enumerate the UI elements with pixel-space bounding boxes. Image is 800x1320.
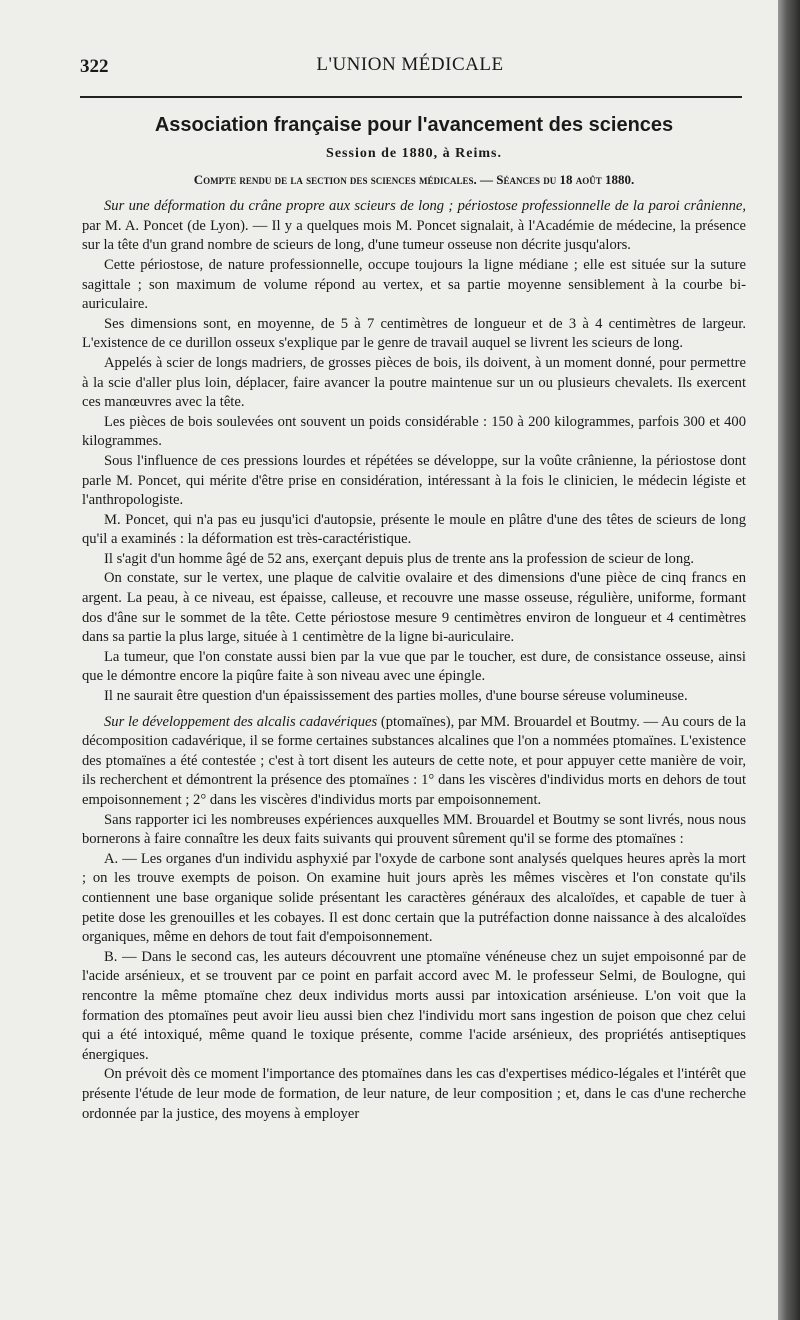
page-header	[80, 52, 740, 80]
body-paragraph: Il s'agit d'un homme âgé de 52 ans, exerçant depuis plus de trente ans la profession de scieur de long.	[104, 550, 695, 567]
running-title: L'UNION MÉDICALE	[316, 54, 504, 75]
topic1-intro: par M. A. Poncet (de Lyon). — Il y a quelques mois M. Poncet signalait, à l'Académie de médecine, la présence sur la tête d'un grand nombre de scieurs de long, d'une tumeur osseuse non décrite jusqu'alors.	[82, 217, 746, 254]
body-paragraph: La tumeur, que l'on constate aussi bien par la vue que par le toucher, est dure, de consistance osseuse, ainsi que le démontre encore la piqûre faite à son niveau avec une épingle.	[82, 648, 746, 685]
body-paragraph: Les pièces de bois soulevées ont souvent un poids considérable : 150 à 200 kilogrammes, parfois 300 et 400 kilogrammes.	[82, 413, 746, 450]
body-paragraph: Appelés à scier de longs madriers, de grosses pièces de bois, ils doivent, à un moment donné, pour permettre à la scie d'aller plus loin, déplacer, faire avancer la poutre maintenue sur un ou plusieurs chevalets. Ils exercent ces manœuvres avec la tête.	[82, 354, 746, 411]
body-paragraph: M. Poncet, qui n'a pas eu jusqu'ici d'autopsie, présente le moule en plâtre d'une des têtes de scieurs de long qu'il a examinés : la déformation est très-caractéristique.	[82, 511, 746, 548]
topic1-title: Sur une déformation du crâne propre aux scieurs de long ; périostose professionnelle de la paroi crânienne,	[104, 198, 746, 215]
article-headline: Association française pour l'avancement des sciences	[154, 114, 674, 136]
session-line: Session de 1880, à Reims.	[326, 146, 502, 161]
body-paragraph: Sous l'influence de ces pressions lourdes et répétées se développe, sur la voûte crânienne, la périostose dont parle M. Poncet, qui mérite d'être prise en considération, intéressant à la fois le clinicien, le médecin légiste et l'anthropologiste.	[82, 452, 746, 509]
body-paragraph: Ses dimensions sont, en moyenne, de 5 à 7 centimètres de longueur et de 3 à 4 centimètres de largeur. L'existence de ce durillon osseux s'explique par le genre de travail auquel se livrent les scieurs de long.	[82, 315, 746, 352]
body-paragraph: Cette périostose, de nature professionnelle, occupe toujours la ligne médiane ; elle est située sur la suture sagittale ; son maximum de volume répond au vertex, et sa partie moyenne sensiblement à la courbe bi-auriculaire.	[82, 256, 746, 313]
report-line: Compte rendu de la section des sciences médicales. — Séances du 18 août 1880.	[193, 171, 635, 187]
topic2-title: Sur le développement des alcalis cadavériques	[104, 713, 378, 730]
header-rule	[80, 96, 742, 98]
body-paragraph: Sans rapporter ici les nombreuses expériences auxquelles MM. Brouardel et Boutmy se sont livrés, nous nous bornerons à faire connaître les deux faits suivants qui prouvent sûrement qu'il se forme des ptomaïnes :	[82, 811, 746, 848]
article-body	[82, 112, 746, 1124]
body-paragraph: On constate, sur le vertex, une plaque de calvitie ovalaire et des dimensions d'une pièce de cinq francs en argent. La peau, à ce niveau, est épaisse, calleuse, et recouvre une masse osseuse, régulière, uniforme, formant dos d'âne sur le sommet de la tête. Cette périostose mesure 9 centimètres environ de longueur et 4 centimètres dans sa partie la plus large, située à 1 centimètre de la ligne bi-auriculaire.	[82, 570, 746, 646]
body-paragraph: A. — Les organes d'un individu asphyxié par l'oxyde de carbone sont analysés quelques heures après la mort ; on les trouve exempts de poison. On examine huit jours après les mêmes viscères et l'on constate qu'ils contiennent une base organique solide présentant les caractères généraux des alcaloïdes, et capable de tuer à petite dose les grenouilles et les cobayes. Il est donc certain que la putréfaction donne naissance à des alcaloïdes organiques, même en dehors de tout fait d'empoisonnement.	[82, 850, 746, 946]
topic2-intro-paragraph	[82, 713, 746, 811]
body-paragraph: Il ne saurait être question d'un épaississement des parties molles, d'une bourse séreuse volumineuse.	[104, 688, 688, 705]
topic2-intro: (ptomaïnes), par MM. Brouardel et Boutmy. — Au cours de la décomposition cadavérique, il se forme certaines substances alcalines que l'on a nommées ptomaïnes. L'existence des ptomaïnes a été contestée ; c'est à tort disent les auteurs de cette note, et pour appuyer cette manière de voir, ils recherchent et démontrent la présence des ptomaïnes : 1° dans les viscères d'individus morts en dehors de tout empoisonnement ; 2° dans les viscères d'individus morts par empoisonnement.	[82, 713, 746, 808]
body-paragraph: On prévoit dès ce moment l'importance des ptomaïnes dans les cas d'expertises médico-légales et l'intérêt que présente l'étude de leur mode de formation, de leur nature, de leur composition ; et, dans le cas d'une recherche ordonnée par la justice, des moyens à employer	[82, 1066, 746, 1122]
body-paragraph: B. — Dans le second cas, les auteurs découvrent une ptomaïne vénéneuse chez un sujet empoisonné par de l'acide arsénieux, et se trouvent par ce point en parfait accord avec M. le professeur Selmi, de Boulogne, qui rencontre la même ptomaïne chez deux individus morts aussi par intoxication arsénieuse. L'on voit que la formation des ptomaïnes peut avoir lieu aussi bien chez l'individu mort sans ingestion de poison que chez celui qui a été intoxiqué, même quand le toxique présente, comme l'acide arsénieux, des propriétés antiseptiques énergiques.	[82, 948, 746, 1063]
page-edge-shadow	[778, 0, 800, 1320]
page-number: 322	[80, 56, 109, 77]
topic1-intro-paragraph	[82, 197, 746, 256]
